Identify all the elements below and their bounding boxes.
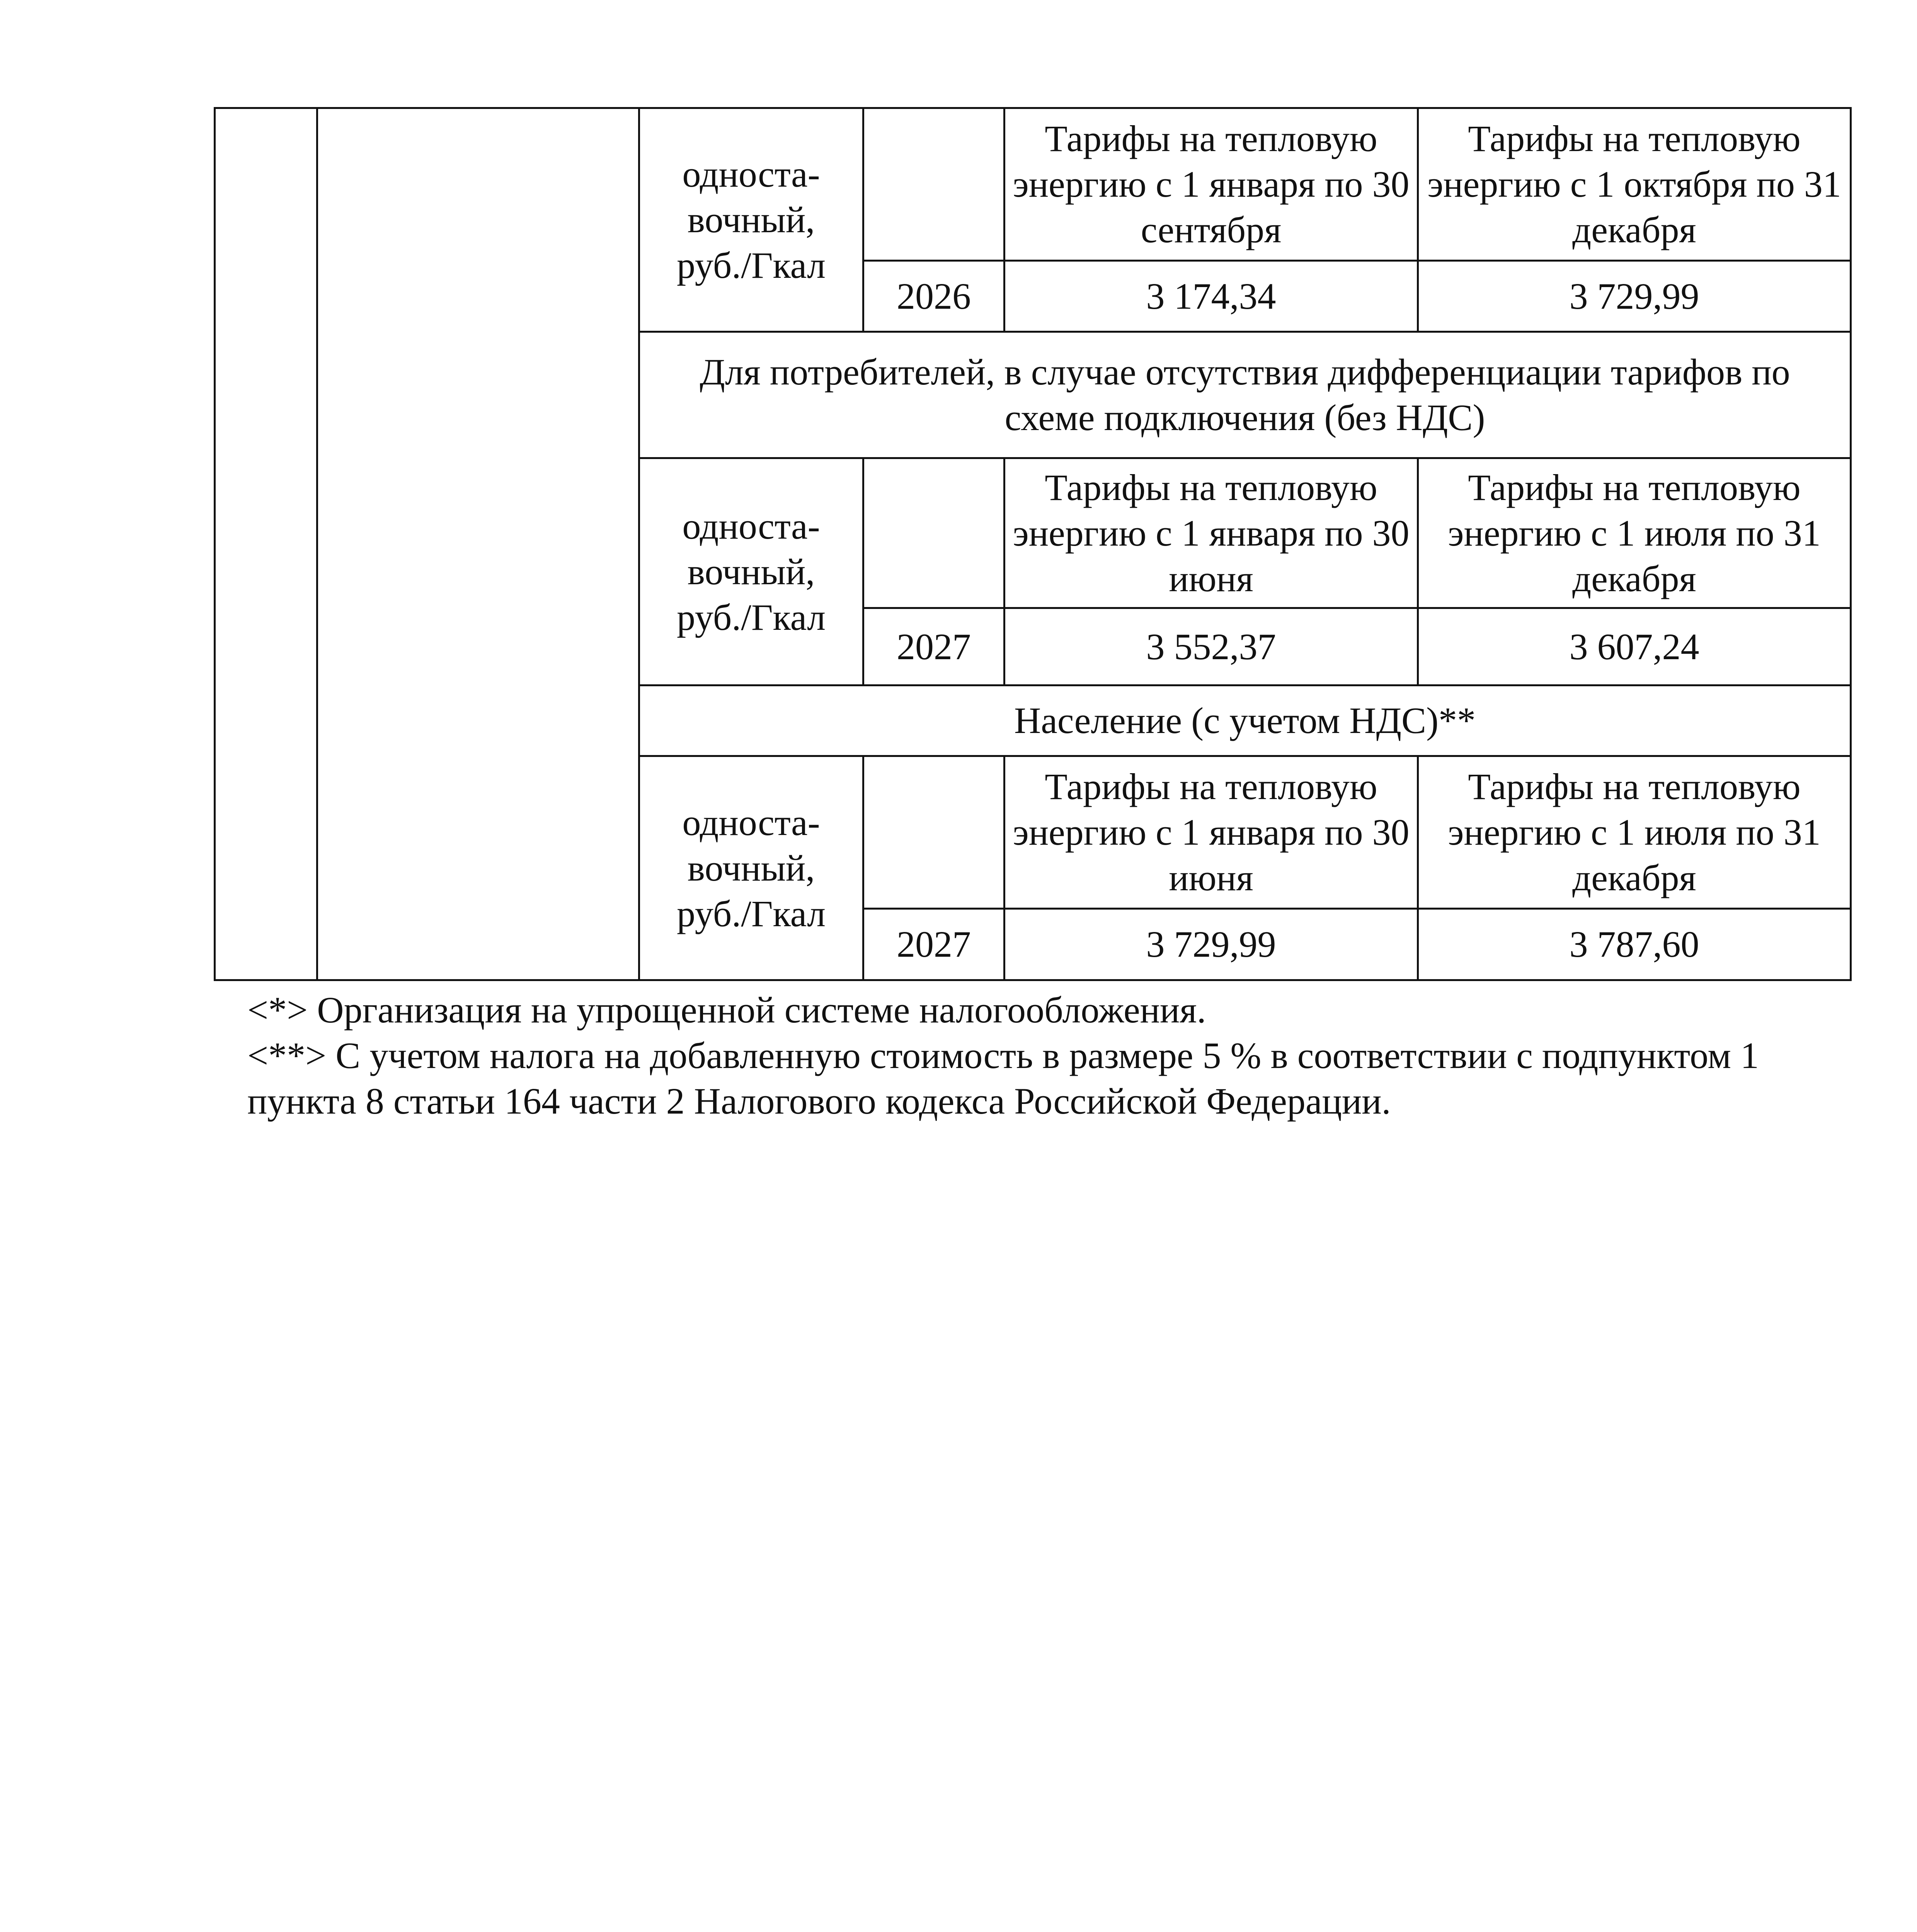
- empty-organization-cell: [317, 108, 639, 980]
- unit-cell: односта- вочный, руб./Гкал: [639, 756, 863, 980]
- value-second-cell: 3 607,24: [1418, 608, 1851, 685]
- footnotes: [247, 987, 1855, 1124]
- year-header-blank: [863, 458, 1004, 608]
- footnote-vat: <**> С учетом налога на добавленную стоимость в размере 5 % в соответствии с подпунктом 1 пункта 8 статьи 164 части 2 Налогового кодекса Российской Федерации.: [247, 1035, 1759, 1122]
- year-header-blank: [863, 756, 1004, 909]
- value-second-cell: 3 787,60: [1418, 909, 1851, 980]
- year-cell: 2027: [863, 909, 1004, 980]
- period-first-header: Тарифы на тепловую энергию с 1 января по 30 сентября: [1004, 108, 1418, 261]
- tariff-table: [214, 107, 1852, 981]
- value-first-cell: 3 729,99: [1004, 909, 1418, 980]
- period-first-header: Тарифы на тепловую энергию с 1 января по 30 июня: [1004, 458, 1418, 608]
- year-cell: 2027: [863, 608, 1004, 685]
- period-second-header: Тарифы на тепловую энергию с 1 июля по 31 декабря: [1418, 458, 1851, 608]
- group-heading: Для потребителей, в случае отсутствия дифференциации тарифов по схеме подключения (без НДС): [639, 332, 1851, 458]
- period-second-header: Тарифы на тепловую энергию с 1 октября по 31 декабря: [1418, 108, 1851, 261]
- group-heading: Население (с учетом НДС)**: [639, 685, 1851, 756]
- year-cell: 2026: [863, 261, 1004, 332]
- value-second-cell: 3 729,99: [1418, 261, 1851, 332]
- year-header-blank: [863, 108, 1004, 261]
- unit-cell: односта- вочный, руб./Гкал: [639, 458, 863, 685]
- value-first-cell: 3 552,37: [1004, 608, 1418, 685]
- footnote-simplified-tax: <*> Организация на упрощенной системе налогообложения.: [247, 989, 1206, 1031]
- empty-number-cell: [215, 108, 317, 980]
- value-first-cell: 3 174,34: [1004, 261, 1418, 332]
- period-first-header: Тарифы на тепловую энергию с 1 января по 30 июня: [1004, 756, 1418, 909]
- unit-cell: односта- вочный, руб./Гкал: [639, 108, 863, 332]
- period-second-header: Тарифы на тепловую энергию с 1 июля по 31 декабря: [1418, 756, 1851, 909]
